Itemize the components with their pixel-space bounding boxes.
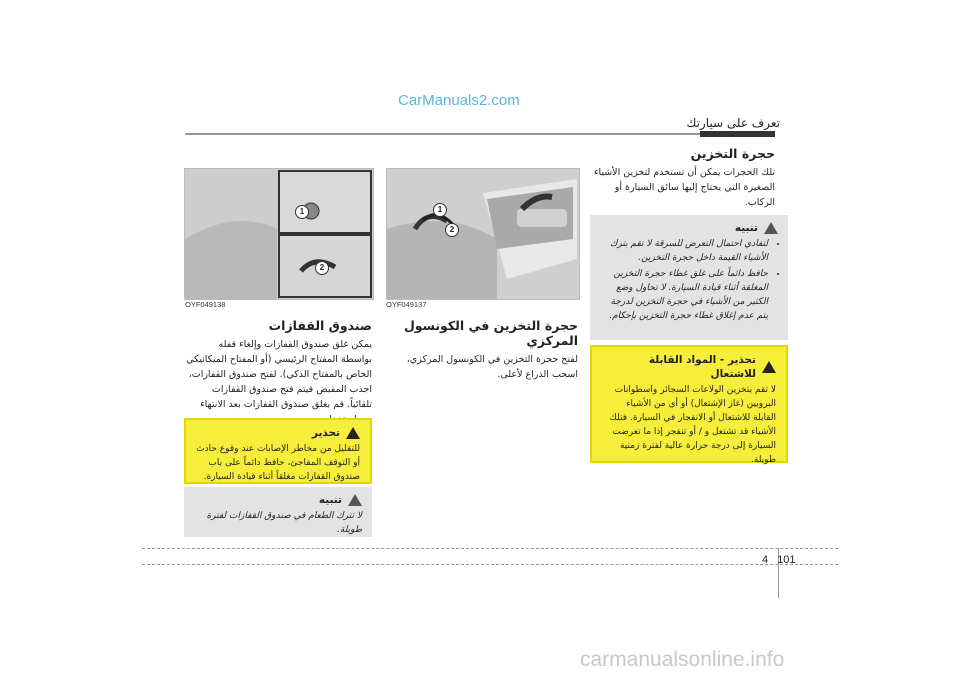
storage-title: حجرة التخزين [690, 146, 775, 161]
flammable-warning-head [602, 353, 776, 381]
glove-notice-body: لا تترك الطعام في صندوق القفازات لفترة طويلة. [206, 511, 362, 535]
storage-notice-item: • لتفادي احتمال التعرض للسرقة لا تقم بترك الأشياء القيمة داخل حجرة التخزين. [600, 237, 768, 265]
watermark-bottom: carmanualsonline.info [580, 648, 785, 671]
console-illustration [387, 169, 579, 299]
warning-icon [762, 361, 776, 373]
glove-box-image [184, 168, 374, 300]
storage-notice-box [590, 215, 788, 340]
glove-warning-box [184, 418, 372, 484]
storage-notice-title: تنبيه [734, 222, 758, 234]
chapter-title: تعرف على سيارتك [686, 116, 780, 130]
console-image-code: OYF049137 [386, 300, 427, 309]
storage-notice-head [600, 221, 778, 235]
storage-notice-item: • حافظ دائماً على غلق غطاء حجرة التخزين المغلقة أثناء قيادة السيارة. لا تحاول وضع الكثير من الأشياء في حجرة التخزين لدرجة يتم عدم إغلاق غطاء حجرة التخزين بإحكام. [600, 267, 768, 323]
console-storage-title: حجرة التخزين في الكونسول المركزي [403, 318, 578, 348]
callout-1: 1 [295, 205, 309, 219]
footer-rule-top [142, 548, 838, 549]
flammable-warning-body: لا تقم بتخزين الولاعات السجائر واسطوانات البروبين (غاز الإشتعال) أو أي من الأشياء القابلة للاشتعال أو الانفجار في السيارة. فتلك الأشياء قد تشتعل و / أو تنفجر إذا ما تعرضت السيارة إلى درجة حرارة عالية لفترة زمنية طويلة. [609, 385, 776, 465]
footer-rule-bottom [142, 564, 838, 565]
glove-notice-head [194, 493, 362, 507]
glove-notice-title: تنبيه [318, 494, 342, 506]
flammable-warning-title: تحذير - المواد القابلة للاشتعال [648, 354, 756, 380]
storage-body: تلك الحجرات يمكن أن تستخدم لتخزين الأشياء الصغيرة التي يحتاج إليها سائق السيارة أو الركاب. [593, 167, 775, 208]
chapter-number: 4 [762, 554, 769, 566]
glove-box-body: يمكن غلق صندوق القفازات وإلغاء قفله بواسطة المفتاح الرئيسي (أو المفتاح الميكانيكي الخاص بالمفتاح الذكي). لفتح صندوق القفازات، اجذب المقبض فيتم فتح صندوق القفازات تلقائياً. قم بغلق صندوق القفازات بعد الانتهاء [186, 339, 372, 410]
storage-notice-list [600, 237, 778, 323]
callout-2: 2 [315, 261, 329, 275]
glove-image-code: OYF049138 [185, 300, 226, 309]
glove-notice-box [184, 487, 372, 537]
console-storage-body: لفتح حجرة التخزين في الكونسول المركزي، اسحب الذراع لأعلى. [406, 354, 578, 380]
watermark-top: CarManuals2.com [398, 92, 520, 109]
header-bar [700, 131, 775, 137]
glove-warning-title: تحذير [311, 427, 340, 439]
page-number [762, 554, 796, 566]
callout-2: 2 [445, 223, 459, 237]
console-storage-image [386, 168, 580, 300]
warning-icon [346, 427, 360, 439]
glove-box-illustration [185, 169, 373, 299]
page-index: 101 [777, 554, 796, 566]
glove-warning-head [196, 426, 360, 440]
header-rule [185, 133, 775, 135]
glove-warning-body: للتقليل من مخاطر الإصابات عند وقوع حادث أو التوقف المفاجئ، حافظ دائماً على باب صندوق القفازات مغلقاً أثناء قيادة السيارة. [196, 444, 360, 482]
glove-box-title: صندوق القفازات [268, 318, 372, 333]
caution-icon [764, 222, 778, 234]
console-storage-section [388, 318, 578, 382]
callout-1: 1 [433, 203, 447, 217]
glove-box-section [186, 318, 372, 427]
storage-intro [590, 146, 775, 210]
caution-icon [348, 494, 362, 506]
flammable-warning-box [590, 345, 788, 463]
